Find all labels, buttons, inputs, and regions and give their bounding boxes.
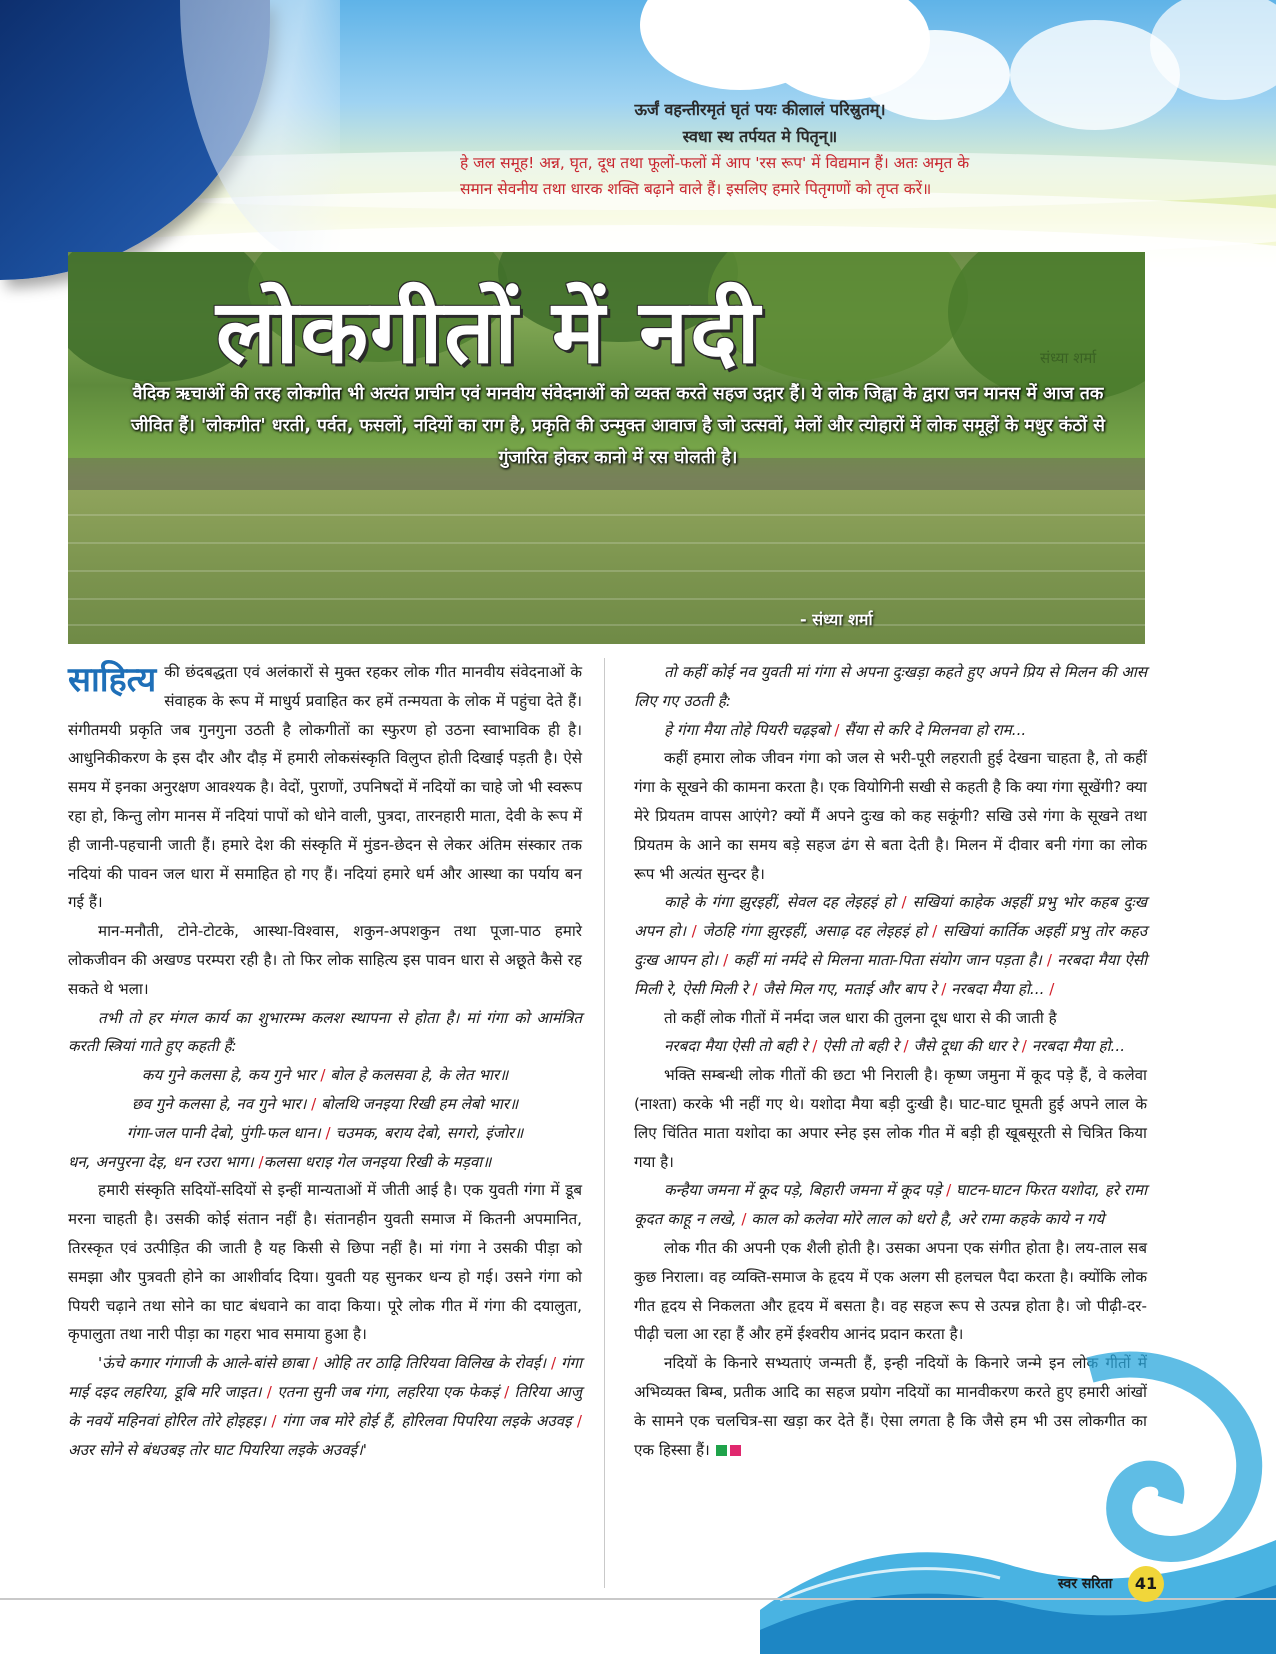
song-block: काहे के गंगा झुरइहीं, सेवल दह लेइहइं हो / सखियां काहेक अइहीं प्रभु भोर कहब दुःख अपन हो। / जेठहि गंगा झुरइहीं, असाढ़ दह लेइहइं हो / सखियां कार्तिक अइहीं प्रभु तोर कहउ दुःख आपन हो। / कहीं मां नर्मदे से मिलना माता-पिता संयोग जान पड़ता है। / नरबदा मैया ऐसी मिली रे, ऐसी मिली रे / जैसे मिल गए, मताई और बाप रे / नरबदा मैया हो... / (634, 893, 1148, 998)
hero-river-photo (68, 252, 1145, 644)
author-watermark: संध्या शर्मा (1040, 349, 1097, 367)
shloka-line: ऊर्जं वहन्तीरमृतं घृतं पयः कीलालं परिस्रुतम्। (634, 100, 886, 119)
water-ripple (68, 542, 1145, 544)
song-block: कन्हैया जमना में कूद पड़े, बिहारी जमना में कूद पड़े / घाटन-घाटन फिरत यशोदा, हरे रामा कूदत काहू न लखे, / काल को कलेवा मोरे लाल को धरो है, अरे रामा कहके काये न गये (634, 1181, 1148, 1229)
shloka-line: स्वधा स्थ तर्पयत मे पितृन्॥ (682, 127, 838, 146)
paragraph: तो कहीं लोक गीतों में नर्मदा जल धारा की तुलना दूध धारा से की जाती है (664, 1008, 1057, 1027)
footer-rule (0, 1598, 1276, 1600)
song-line: छव गुने कलसा हे, नव गुने भार। / बोलथि जनइया रिखी हम लेबो भार॥ (131, 1094, 519, 1113)
water-ripple (68, 514, 1145, 516)
paragraph: तो कहीं कोई नव युवती मां गंगा से अपना दुःखड़ा कहते हुए अपने प्रिय से मिलन की आस लिए गए उठती है: (634, 663, 1147, 710)
paragraph: भक्ति सम्बन्धी लोक गीतों की छटा भी निराली है। कृष्ण जमुना में कूद पड़े हैं, वे कलेवा (नाश्ता) करके भी नहीं गए थे। यशोदा मैया बड़ी दुःखी है। घाट-घाट घूमती हुई अपने लाल के लिए चिंतित माता यशोदा का अपार स्नेह इस लोक गीत में बड़ी ही खूबसूरती से चित्रित किया गया है। (634, 1066, 1147, 1171)
paragraph: लोक गीत की अपनी एक शैली होती है। उसका अपना एक संगीत होता है। लय-ताल सब कुछ निराला। वह व्यक्ति-समाज के हृदय में एक अलग सी हलचल पैदा करता है। क्योंकि लोक गीत हृदय से निकलता और हृदय में बसता है। वह सहज रूप से उत्पन्न होता है। जो पीढ़ी-दर-पीढ़ी चला आ रहा हैं और हमें ईश्वरीय आनंद प्रदान करता है। (634, 1238, 1147, 1344)
author-byline: - संध्या शर्मा (800, 610, 873, 629)
article-column-right (634, 658, 1147, 1464)
article-title: लोकगीतों में नदी (216, 279, 762, 383)
end-mark-green (716, 1445, 727, 1456)
song-line: धन, अनपुरना देइ, धन रउरा भाग। /कलसा धराइ गेल जनइया रिखी के मड़वा॥ (68, 1152, 492, 1171)
lead-word: साहित्य (68, 660, 157, 700)
footer-wave-decoration (760, 1350, 1276, 1654)
paragraph-text: की छंदबद्धता एवं अलंकारों से मुक्त रहकर लोक गीत मानवीय संवेदनाओं के संवाहक के रूप में माधुर्य प्रवाहित कर हमें तन्मयता के लोक में पहुंचा देते हैं। संगीतमयी प्रकृति जब गुनगुना उठती है लोकगीतों का स्फुरण हो उठना स्वाभाविक ही है। आधुनिकीकरण के इस दौर और दौड़ में हमारी लोकसंस्कृति विलुप्त होती दिखाई पड़ती है। ऐसे समय में इनका अनुरक्षण आवश्यक है। वेदों, पुराणों, उपनिषदों में नदियों का चाहे जो भी स्वरूप रहा हो, किन्तु लोग मानस में नदियां पापों को धोने वाली, पुत्रदा, तारनहारी माता, देवी के रूप में ही जानी-पहचानी जाती हैं। हमारे देश की संस्कृति में मुंडन-छेदन से लेकर अंतिम संस्कार तक नदियां की पावन जल धारा में समाहित हो गए हैं। नदियां हमारे धर्म और आस्था का पर्याय बन गई हैं। (68, 663, 582, 912)
water-ripple (68, 598, 1145, 600)
magazine-name: स्वर सरिता (1058, 1576, 1113, 1592)
water-ripple (68, 570, 1145, 572)
paragraph: तभी तो हर मंगल कार्य का शुभारम्भ कलश स्थापना से होता है। मां गंगा को आमंत्रित करती स्त्रियां गाते हुए कहती हैं: (68, 1008, 582, 1056)
song-line: गंगा-जल पानी देबो, पुंगी-फल धान। / चउमक, बराय देबो, सगरो, इंजोर॥ (126, 1123, 524, 1142)
article-intro: वैदिक ऋचाओं की तरह लोकगीत भी अत्यंत प्राचीन एवं मानवीय संवेदनाओं को व्यक्त करते सहज उद्गार हैं। ये लोक जिह्वा के द्वारा जन मानस में आज तक जीवित हैं। 'लोकगीत' धरती, पर्वत, फसलों, नदियों का राग है, प्रकृति की उन्मुक्त आवाज है जो उत्सवों, मेलों और त्योहारों में लोक समूहों के मधुर कंठों से गुंजारित होकर कानो में रस घोलती है। (131, 384, 1105, 468)
song-block: 'ऊंचे कगार गंगाजी के आले-बांसे छाबा / ओहि तर ठाढ़ि तिरियवा विलिख के रोवई। / गंगा माई दइद लहरिया, डूबि मरि जाइत। / एतना सुनी जब गंगा, लहरिया एक फेकइं / तिरिया आजु के नवयें महिनवां होरिल तोरे होइहइ। / गंगा जब मोरे होई हैं, होरिलवा पिपरिया लइके अउवइ / अउर सोने से बंधउबइ तोर घाट पियरिया लइके अउवई।' (68, 1354, 583, 1459)
paragraph: नदियों के किनारे सभ्यताएं जन्मती हैं, इन्ही नदियों के किनारे जन्मे इन लोक गीतों में अभिव्यक्त बिम्ब, प्रतीक आदि का सहज प्रयोग नदियों का मानवीकरण करते हुए हमारी आंखों के सामने एक चलचित्र-सा खड़ा कर देते हैं। ऐसा लगता है कि जैसे हम भी उस लोकगीत का एक हिस्सा हैं। (634, 1354, 1147, 1459)
song-line: नरबदा मैया ऐसी तो बही रे / ऐसी तो बही रे / जैसे दूधा की धार रे / नरबदा मैया हो... (664, 1037, 1126, 1056)
sanskrit-shloka (420, 96, 1100, 202)
shloka-translation: हे जल समूह! अन्न, घृत, दूध तथा फूलों-फलों में आप 'रस रूप' में विद्यमान हैं। अतः अमृत के (460, 154, 970, 172)
paragraph: मान-मनौती, टोने-टोटके, आस्था-विश्वास, शकुन-अपशकुन तथा पूजा-पाठ हमारे लोकजीवन की अखण्ड परम्परा रही है। तो फिर लोक साहित्य इस पावन धारा से अछूते कैसे रह सकते थे भला। (68, 922, 582, 998)
column-divider (604, 658, 605, 1588)
paragraph: हमारी संस्कृति सदियों-सदियों से इन्हीं मान्यताओं में जीती आई है। एक युवती गंगा में डूब मरना चाहती है। उसकी कोई संतान नहीं है। संतानहीन युवती समाज में कितनी अपमानित, तिरस्कृत एवं उत्पीड़ित की जाती है यह किसी से छिपा नहीं है। मां गंगा ने उसकी पीड़ा को समझा और पुत्रवती होने का आशीर्वाद दिया। युवती यह सुनकर धन्य हो गई। उसने गंगा को पियरी चढ़ाने तथा सोने का घाट बंधवाने का वादा किया। पूरे लोक गीत में गंगा की दयालुता, कृपालुता तथा नारी पीड़ा का गहरा भाव समाया हुआ है। (68, 1181, 582, 1344)
wave-graphic (760, 1350, 1276, 1654)
paragraph (68, 658, 582, 917)
song-line: कय गुने कलसा हे, कय गुने भार / बोल हे कलसवा हे, के लेत भार॥ (141, 1066, 509, 1085)
song-line: हे गंगा मैया तोहे पियरी चढ़इबो / सैंया से करि दे मिलनवा हो राम... (664, 720, 1027, 739)
water-ripple (68, 624, 1145, 626)
page-number: 41 (1128, 1566, 1164, 1602)
paragraph: कहीं हमारा लोक जीवन गंगा को जल से भरी-पूरी लहराती हुई देखना चाहता है, तो कहीं गंगा के सूखने की कामना करता है। एक वियोगिनी सखी से कहती है कि क्या गंगा सूखेंगी? क्या मेरे प्रियतम वापस आएंगे? क्यों मैं अपने दुःख को कह सकूंगी? सखि उसे गंगा के सूखने तथा प्रियतम के आने का समय बड़े सहज ढंग से बता देती है। मिलन में दीवार बनी गंगा का लोक रूप भी अत्यंत सुन्दर है। (634, 749, 1147, 883)
end-mark-pink (730, 1445, 741, 1456)
article-column-left (68, 658, 582, 1464)
shloka-translation: समान सेवनीय तथा धारक शक्ति बढ़ाने वाले हैं। इसलिए हमारे पितृगणों को तृप्त करें॥ (460, 180, 932, 198)
